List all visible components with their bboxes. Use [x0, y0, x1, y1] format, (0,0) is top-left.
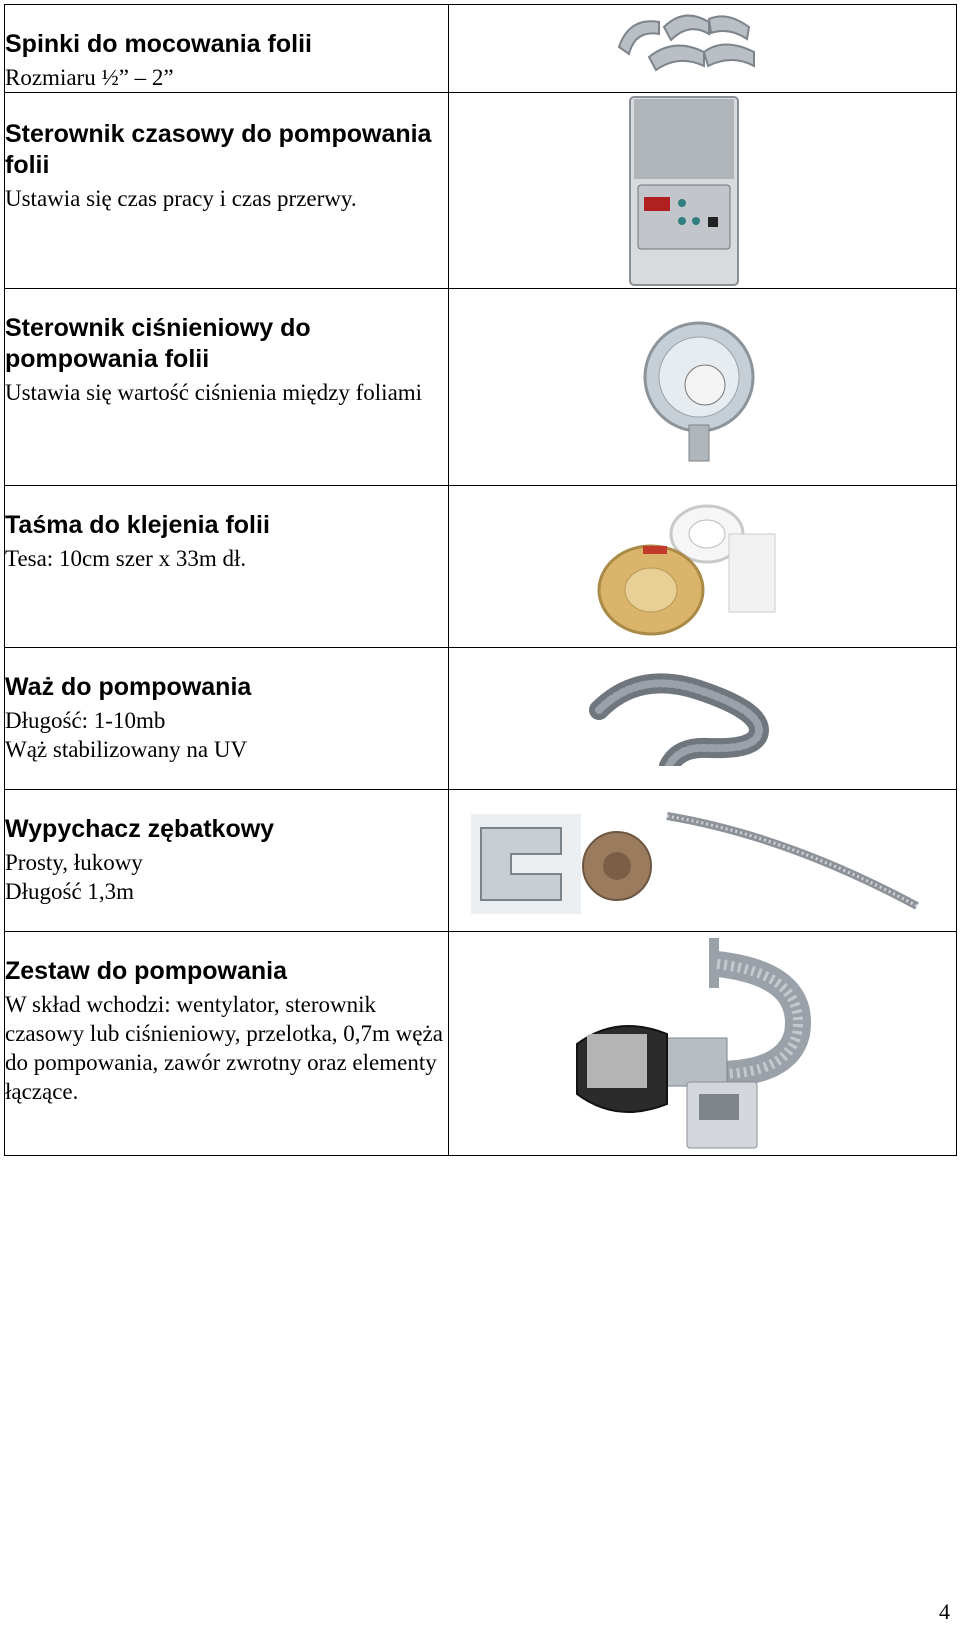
hose-icon	[579, 670, 789, 766]
product-table	[4, 4, 957, 1156]
product-text-cell	[5, 486, 449, 648]
pressure-gauge-icon	[639, 317, 759, 467]
rack-pusher-image	[449, 790, 957, 932]
product-title: Wypychacz zębatkowy	[5, 815, 275, 843]
product-description: W skład wchodzi: wentylator, sterownik czasowy lub ciśnieniowy, przelotka, 0,7m węża do pompowania, zawór zwrotny oraz elementy łączące.	[5, 992, 443, 1104]
product-text-cell	[5, 93, 449, 289]
product-description: Tesa: 10cm szer x 33m dł.	[5, 546, 247, 571]
pressure-controller-image	[449, 289, 957, 486]
product-title: Sterownik czasowy do pompowania folii	[5, 120, 432, 179]
product-text-cell	[5, 5, 449, 93]
table-row	[5, 486, 957, 648]
table-row	[5, 932, 957, 1156]
product-text-cell	[5, 289, 449, 486]
product-description: Rozmiaru ½” – 2”	[5, 65, 174, 90]
table-row	[5, 790, 957, 932]
product-title: Zestaw do pompowania	[5, 957, 287, 985]
tape-rolls-image	[449, 486, 957, 648]
page-number: 4	[939, 1599, 950, 1624]
time-controller-image	[449, 93, 957, 289]
product-text-cell	[5, 790, 449, 932]
table-row	[5, 289, 957, 486]
foil-clips-image	[449, 5, 957, 93]
clip-icon	[609, 7, 769, 87]
product-title: Taśma do klejenia folii	[5, 511, 270, 539]
product-description: Ustawia się wartość ciśnienia między foliami	[5, 380, 423, 405]
tape-roll-icon	[589, 494, 789, 644]
product-text-cell	[5, 932, 449, 1156]
fan-kit-icon	[567, 934, 827, 1154]
product-title: Sterownik ciśnieniowy do pompowania folii	[5, 314, 311, 373]
product-description: Ustawia się czas pracy i czas przerwy.	[5, 186, 357, 211]
product-text-cell	[5, 648, 449, 790]
product-description: Długość: 1-10mb Wąż stabilizowany na UV	[5, 708, 248, 762]
inflation-hose-image	[449, 648, 957, 790]
product-description: Prosty, łukowy Długość 1,3m	[5, 850, 143, 904]
rack-pusher-icon	[467, 804, 927, 924]
table-row	[5, 93, 957, 289]
table-row	[5, 648, 957, 790]
timer-box-icon	[624, 93, 744, 289]
inflation-kit-image	[449, 932, 957, 1156]
product-title: Spinki do mocowania folii	[5, 30, 312, 58]
table-row	[5, 5, 957, 93]
product-title: Waż do pompowania	[5, 673, 252, 701]
